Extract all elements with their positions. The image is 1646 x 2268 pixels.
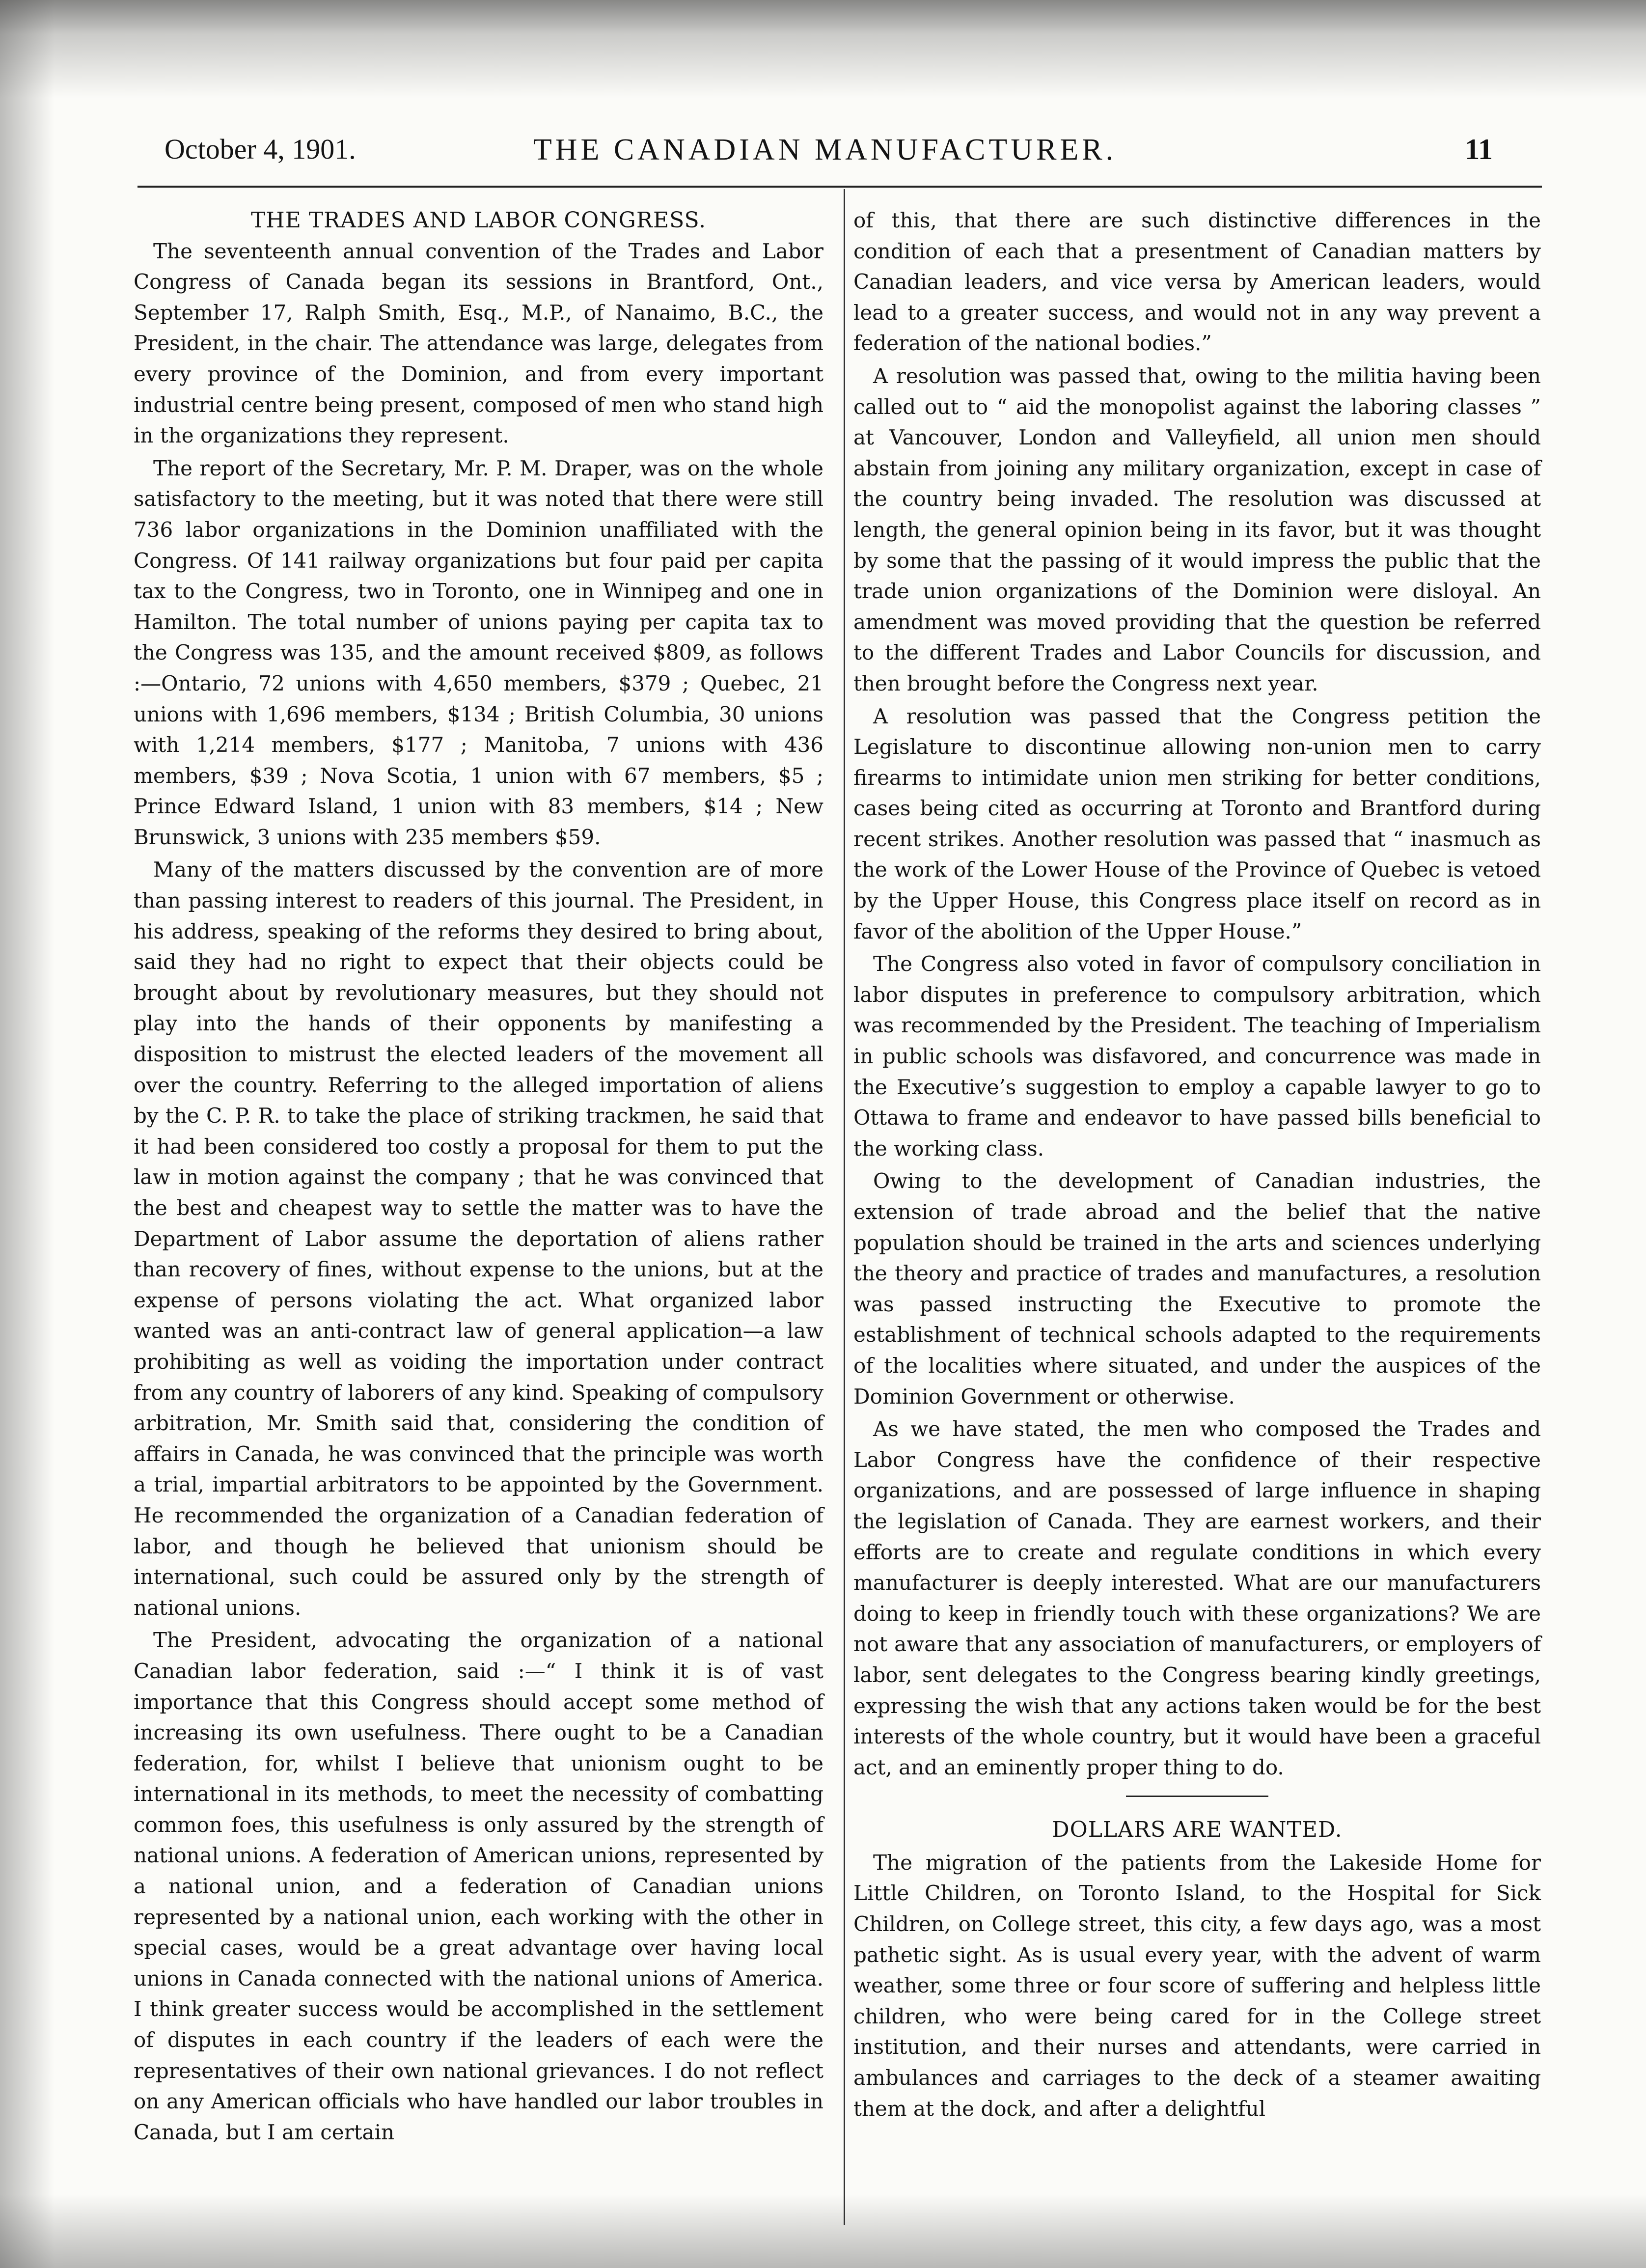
right-column: [853, 205, 1541, 2126]
article-paragraph: The report of the Secretary, Mr. P. M. Draper, was on the whole satisfactory to the meeting, but it was noted that there were still 736 labor organizations in the Dominion unaffiliated with the Congress. Of 141 railway organizations but four paid per capita tax to the Congress, two in Toronto, one in Winnipeg and one in Hamilton. The total number of unions paying per capita tax to the Congress was 135, and the amount received $809, as follows :—Ontario, 72 unions with 4,650 members, $379 ; Quebec, 21 unions with 1,696 members, $134 ; British Columbia, 30 unions with 1,214 members, $177 ; Manitoba, 7 unions with 436 members, $39 ; Nova Scotia, 1 union with 67 members, $5 ; Prince Edward Island, 1 union with 83 members, $14 ; New Brunswick, 3 unions with 235 members $59.: [134, 456, 823, 849]
header-rule: [137, 186, 1542, 188]
article-paragraph: The Congress also voted in favor of compulsory conciliation in labor disputes in preference to compulsory arbitration, which was recommended by the President. The teaching of Imperialism in public schools was disfavored, and concurrence was made in the Executive’s suggestion to employ a capable lawyer to go to Ottawa to frame and endeavor to have passed bills beneficial to the working class.: [853, 952, 1541, 1161]
article-paragraph: The President, advocating the organization of a national Canadian labor federation, said :—“ I think it is of vast importance that this Congress should accept some method of increasing its own usefulness. There ought to be a Canadian federation, for, whilst I believe that unionism ought to be international in its methods, to meet the necessity of combatting common foes, this usefulness is only assured by the strength of national unions. A federation of American unions, represented by a national union, and a federation of Canadian unions represented by a national union, each working with the other in special cases, would be a great advantage over having local unions in Canada connected with the national unions of America. I think greater success would be accomplished in the settlement of disputes in each country if the leaders of each were the representatives of their own national grievances. I do not reflect on any American officials who have handled our labor troubles in Canada, but I am certain: [134, 1628, 823, 2144]
scan-top-shadow: [0, 0, 1646, 113]
article-paragraph: As we have stated, the men who composed the Trades and Labor Congress have the confidence of their respective organizations, and are possessed of large influence in shaping the legislation of Canada. They are earnest workers, and their efforts are to create and regulate conditions in which every manufacturer is deeply interested. What are our manufacturers doing to keep in friendly touch with these organizations? We are not aware that any association of manufacturers, or employers of labor, sent delegates to the Congress bearing kindly greetings, expressing the wish that any actions taken would be for the best interests of the whole country, but it would have been a graceful act, and an eminently proper thing to do.: [853, 1417, 1541, 1779]
publication-title: THE CANADIAN MANUFACTURER.: [533, 133, 1117, 166]
article-paragraph: A resolution was passed that, owing to the militia having been called out to “ aid the monopolist against the laboring classes ” at Vancouver, London and Valleyfield, all union men should abstain from joining any military organization, except in case of the country being invaded. The resolution was discussed at length, the general opinion being in its favor, but it was thought by some that the passing of it would impress the public that the trade union organizations of the Dominion were disloyal. An amendment was moved providing that the question be referred to the different Trades and Labor Councils for discussion, and then brought before the Congress next year.: [853, 363, 1541, 695]
issue-date: October 4, 1901.: [165, 133, 356, 165]
article-paragraph: Many of the matters discussed by the convention are of more than passing interest to readers of this journal. The President, in his address, speaking of the reforms they desired to bring about, said they had no right to expect that their objects could be brought about by revolutionary measures, but they should not play into the hands of their opponents by manifesting a disposition to mistrust the elected leaders of the movement all over the country. Referring to the alleged importation of aliens by the C. P. R. to take the place of striking trackmen, he said that it had been considered too costly a proposal for them to put the law in motion against the company ; that he was convinced that the best and cheapest way to settle the matter was to have the Department of Labor assume the deportation of aliens rather than recovery of fines, without expense to the unions, but at the expense of persons violating the act. What organized labor wanted was an anti-contract law of general application—a law prohibiting as well as voiding the importation under contract from any country of laborers of any kind. Speaking of compulsory arbitration, Mr. Smith said that, considering the condition of affairs in Canada, he was convinced that the principle was worth a trial, impartial arbitrators to be appointed by the Government. He recommended the organization of a Canadian federation of labor, and though he believed that unionism should be international, such could be assured only by the strength of national unions.: [134, 857, 823, 1620]
article-continuation: of this, that there are such distinctive differences in the condition of each that a presentment of Canadian matters by Canadian leaders, and vice versa by American leaders, would lead to a greater success, and would not in any way prevent a federation of the national bodies.”: [853, 208, 1541, 356]
left-column: [134, 205, 823, 2150]
column-divider: [844, 189, 845, 2225]
article-heading-dollars-wanted: DOLLARS ARE WANTED.: [1052, 1817, 1343, 1843]
article-paragraph: The seventeenth annual convention of the Trades and Labor Congress of Canada began its sessions in Brantford, Ont., September 17, Ralph Smith, Esq., M.P., of Nanaimo, B.C., the President, in the chair. The attendance was large, delegates from every province of the Dominion, and from every important industrial centre being present, composed of men who stand high in the organizations they represent.: [134, 239, 823, 448]
article-paragraph: Owing to the development of Canadian industries, the extension of trade abroad and the belief that the native population should be trained in the arts and sciences underlying the theory and practice of trades and manufactures, a resolution was passed instructing the Executive to promote the establishment of technical schools adapted to the requirements of the localities where situated, and under the auspices of the Dominion Government or otherwise.: [853, 1169, 1541, 1409]
article-heading-trades-labor: THE TRADES AND LABOR CONGRESS.: [250, 208, 707, 233]
scan-bottom-shadow: [0, 2189, 1646, 2268]
article-paragraph: A resolution was passed that the Congress petition the Legislature to discontinue allowing non-union men to carry firearms to intimidate union men striking for better conditions, cases being cited as occurring at Toronto and Brantford during recent strikes. Another resolution was passed that “ inasmuch as the work of the Lower House of the Province of Quebec is vetoed by the Upper House, this Congress place itself on record as in favor of the abolition of the Upper House.”: [853, 704, 1541, 943]
article-paragraph: The migration of the patients from the Lakeside Home for Little Children, on Toronto Island, to the Hospital for Sick Children, on College street, this city, a few days ago, was a most pathetic sight. As is usual every year, with the advent of warm weather, some three or four score of suffering and helpless little children, who were being cared for in the College street institution, and their nurses and attendants, were carried in ambulances and carriages to the deck of a steamer awaiting them at the dock, and after a delightful: [853, 1850, 1541, 2121]
scan-left-shadow: [0, 0, 59, 2268]
page-number: 11: [1465, 133, 1493, 166]
page-header: [137, 133, 1512, 177]
section-divider: [1126, 1796, 1268, 1797]
